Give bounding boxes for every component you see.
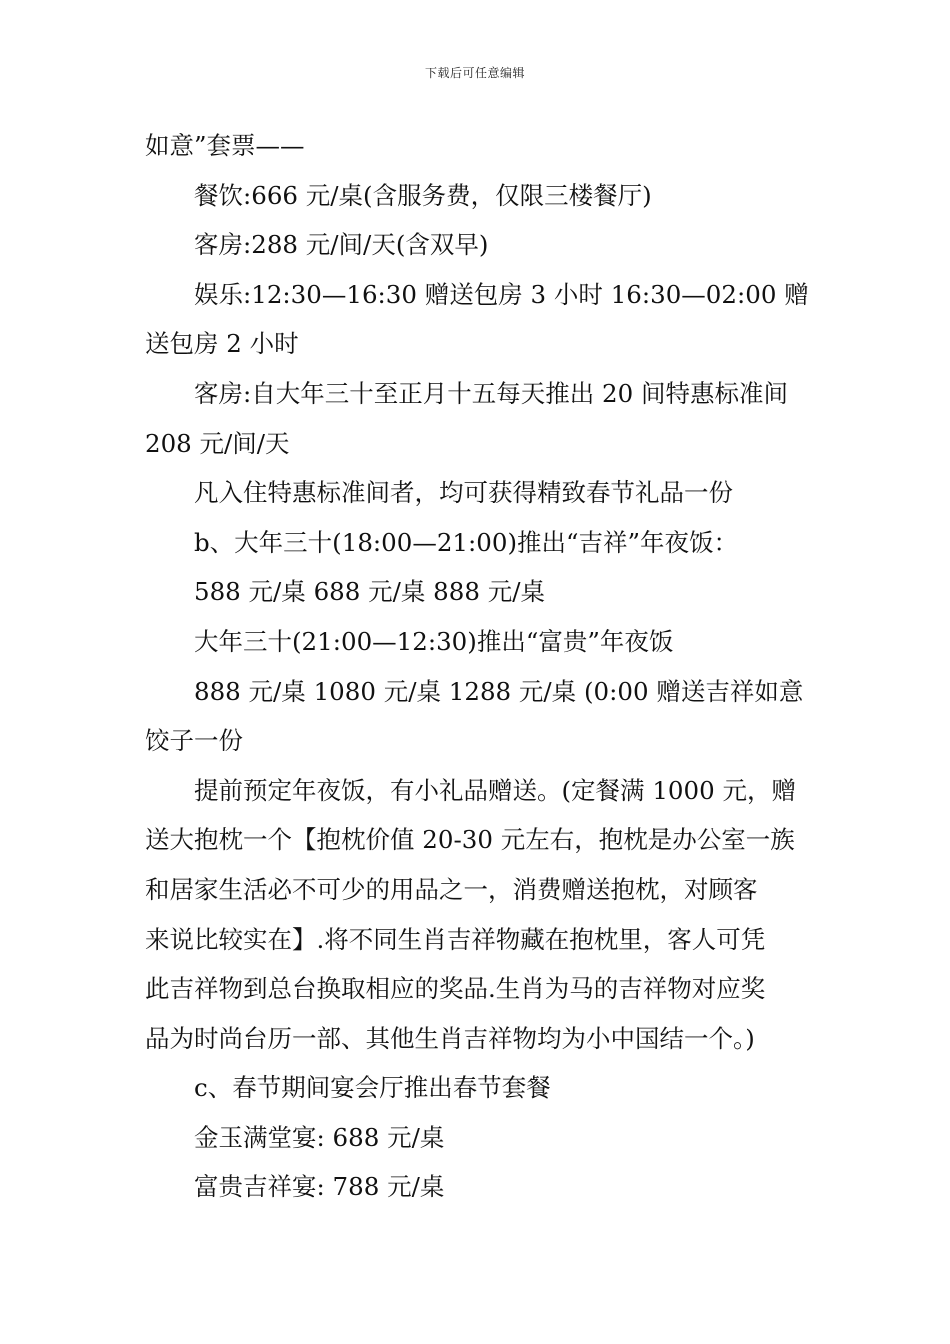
page-header: 下载后可任意编辑	[424, 66, 525, 80]
text-line: 888 元/桌 1080 元/桌 1288 元/桌 (0:00 赠送吉祥如意	[194, 676, 804, 706]
text-line: 来说比较实在】.将不同生肖吉祥物藏在抱枕里，客人可凭	[145, 924, 766, 954]
text-line: 提前预定年夜饭，有小礼品赠送。(定餐满 1000 元，赠	[194, 775, 796, 805]
text-line: 大年三十(21:00—12:30)推出“富贵”年夜饭	[194, 626, 674, 656]
text-line: 送大抱枕一个【抱枕价值 20-30 元左右，抱枕是办公室一族	[145, 825, 795, 855]
text-line: 餐饮:666 元/桌(含服务费，仅限三楼餐厅)	[194, 180, 652, 210]
text-line: 此吉祥物到总台换取相应的奖品.生肖为马的吉祥物对应奖	[145, 974, 766, 1004]
text-line: 208 元/间/天	[145, 428, 290, 458]
text-line: 588 元/桌 688 元/桌 888 元/桌	[194, 577, 545, 607]
text-line: 送包房 2 小时	[145, 329, 299, 359]
text-line: 客房:288 元/间/天(含双早)	[194, 230, 489, 260]
body-text	[145, 121, 810, 1212]
text-line: 品为时尚台历一部、其他生肖吉祥物均为小中国结一个。)	[145, 1023, 755, 1053]
text-line: 富贵吉祥宴: 788 元/桌	[194, 1172, 445, 1202]
text-line: 金玉满堂宴: 688 元/桌	[194, 1122, 445, 1152]
text-line: 如意”套票——	[145, 131, 305, 160]
text-line: 凡入住特惠标准间者，均可获得精致春节礼品一份	[194, 478, 733, 508]
text-line: b、大年三十(18:00—21:00)推出“吉祥”年夜饭：	[194, 527, 739, 557]
text-line: 客房:自大年三十至正月十五每天推出 20 间特惠标准间	[194, 378, 789, 408]
text-line: c、春节期间宴会厅推出春节套餐	[194, 1073, 551, 1103]
text-line: 娱乐:12:30—16:30 赠送包房 3 小时 16:30—02:00 赠	[194, 279, 809, 309]
text-line: 饺子一份	[145, 726, 243, 756]
text-line: 和居家生活必不可少的用品之一，消费赠送抱枕，对顾客	[145, 874, 758, 904]
